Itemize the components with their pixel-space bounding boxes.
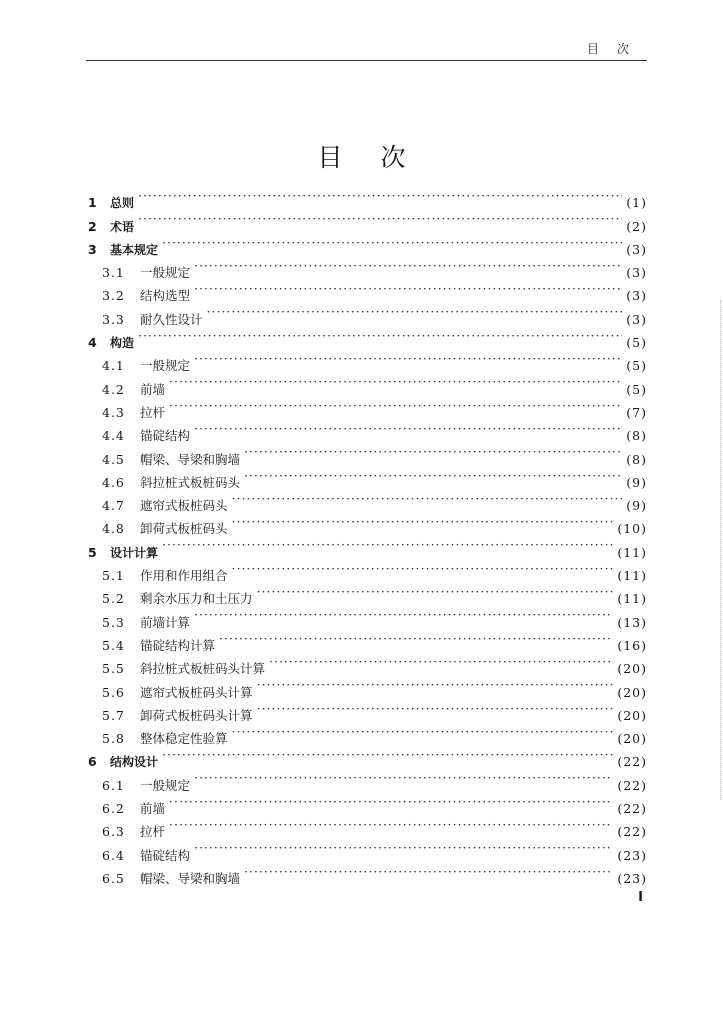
toc-entry-title: 结构设计	[110, 755, 159, 770]
toc-section-entry[interactable]	[88, 813, 647, 840]
toc-entry-number: 3.1	[102, 265, 125, 281]
dot-leader	[219, 627, 613, 650]
dot-leader	[232, 487, 623, 510]
dot-leader	[269, 650, 613, 673]
toc-entry-number: 4.5	[102, 451, 125, 467]
toc-entry-title: 总则	[110, 196, 135, 211]
toc-entry-number: 4.6	[102, 474, 125, 490]
dot-leader	[169, 394, 622, 417]
toc-entry-page: (3)	[626, 241, 647, 257]
toc-entry-page: (20)	[617, 707, 647, 723]
toc-entry-title: 结构选型	[140, 288, 191, 304]
toc-entry-page: (3)	[626, 311, 647, 327]
toc-entry-title: 设计计算	[110, 545, 159, 560]
toc-entry-title: 构造	[110, 336, 135, 351]
toc-entry-title: 锚碇结构	[140, 428, 191, 444]
dot-leader	[138, 207, 622, 230]
header-rule	[86, 60, 647, 61]
dot-leader	[194, 836, 613, 859]
toc-section-entry[interactable]	[88, 836, 647, 863]
toc-entry-title: 一般规定	[140, 358, 191, 374]
toc-entry-page: (5)	[626, 335, 647, 351]
toc-entry-page: (22)	[617, 754, 647, 770]
dot-leader	[232, 510, 614, 533]
toc-entry-title: 整体稳定性验算	[140, 731, 228, 747]
toc-section-entry[interactable]	[88, 254, 647, 281]
toc-entry-title: 前墙计算	[140, 614, 191, 630]
toc-entry-number: 3	[88, 241, 97, 257]
toc-chapter-entry[interactable]	[88, 231, 647, 257]
toc-entry-number: 6.4	[102, 847, 125, 863]
toc-entry-title: 拉杆	[140, 824, 166, 840]
table-of-contents	[88, 184, 647, 886]
toc-entry-number: 6.2	[102, 801, 125, 817]
dot-leader	[244, 860, 613, 883]
toc-entry-number: 5.8	[102, 731, 125, 747]
dot-leader	[169, 813, 613, 836]
toc-entry-page: (22)	[617, 801, 647, 817]
toc-entry-page: (22)	[617, 777, 647, 793]
toc-entry-number: 5.1	[102, 568, 125, 584]
toc-entry-number: 5.6	[102, 684, 125, 700]
toc-entry-page: (9)	[626, 498, 647, 514]
toc-entry-title: 术语	[110, 219, 135, 234]
toc-section-entry[interactable]	[88, 394, 647, 420]
dot-leader	[138, 184, 622, 207]
dot-leader	[194, 254, 622, 277]
toc-entry-title: 剩余水压力和土压力	[140, 591, 253, 607]
toc-entry-title: 作用和作用组合	[140, 568, 228, 584]
toc-entry-number: 6.5	[102, 870, 125, 886]
dot-leader	[169, 370, 622, 393]
toc-entry-page: (2)	[626, 218, 647, 234]
toc-entry-page: (20)	[617, 661, 647, 677]
toc-chapter-entry[interactable]	[88, 743, 647, 770]
toc-entry-page: (11)	[617, 591, 647, 607]
toc-entry-title: 卸荷式板桩码头计算	[140, 707, 253, 723]
toc-entry-number: 4.1	[102, 358, 125, 374]
toc-entry-title: 拉杆	[140, 404, 166, 420]
toc-entry-title: 锚碇结构计算	[140, 637, 216, 653]
dot-leader	[194, 603, 613, 626]
toc-section-entry[interactable]	[88, 557, 647, 584]
toc-entry-page: (8)	[626, 451, 647, 467]
toc-entry-title: 遮帘式板桩码头	[140, 498, 228, 514]
dot-leader	[244, 464, 622, 487]
toc-entry-number: 5.3	[102, 614, 125, 630]
toc-entry-title: 斜拉桩式板桩码头	[140, 474, 241, 490]
toc-entry-number: 4.3	[102, 404, 125, 420]
dot-leader	[169, 790, 613, 813]
dot-leader	[244, 440, 622, 463]
toc-entry-number: 6.3	[102, 824, 125, 840]
dot-leader	[162, 533, 613, 556]
toc-entry-number: 4.7	[102, 498, 125, 514]
toc-entry-page: (22)	[617, 824, 647, 840]
toc-chapter-entry[interactable]	[88, 184, 647, 211]
toc-section-entry[interactable]	[88, 347, 647, 374]
dot-leader	[257, 580, 614, 603]
toc-entry-page: (23)	[617, 870, 647, 886]
toc-entry-page: (16)	[617, 637, 647, 653]
toc-section-entry[interactable]	[88, 417, 647, 444]
toc-entry-page: (11)	[617, 568, 647, 584]
dot-leader	[194, 417, 622, 440]
dot-leader	[232, 557, 614, 580]
toc-entry-number: 4.2	[102, 381, 125, 397]
toc-entry-title: 一般规定	[140, 265, 191, 281]
toc-entry-title: 前墙	[140, 381, 166, 397]
toc-entry-number: 2	[88, 218, 97, 234]
toc-entry-title: 帽梁、导梁和胸墙	[140, 451, 241, 467]
dot-leader	[257, 697, 614, 720]
toc-entry-page: (10)	[617, 521, 647, 537]
toc-entry-page: (7)	[626, 404, 647, 420]
dot-leader	[257, 673, 614, 696]
page-number: I	[638, 890, 643, 905]
toc-entry-page: (3)	[626, 265, 647, 281]
scan-edge	[719, 300, 721, 800]
toc-entry-number: 3.2	[102, 288, 125, 304]
toc-entry-title: 前墙	[140, 801, 166, 817]
dot-leader	[194, 347, 622, 370]
toc-entry-number: 5.5	[102, 661, 125, 677]
toc-section-entry[interactable]	[88, 766, 647, 793]
toc-entry-title: 卸荷式板桩码头	[140, 521, 228, 537]
toc-entry-title: 基本规定	[110, 242, 159, 257]
running-header: 目次	[586, 42, 647, 56]
toc-entry-number: 5	[88, 544, 97, 560]
toc-entry-page: (5)	[626, 381, 647, 397]
toc-entry-page: (8)	[626, 428, 647, 444]
toc-entry-page: (13)	[617, 614, 647, 630]
toc-chapter-entry[interactable]	[88, 533, 647, 560]
toc-entry-page: (5)	[626, 358, 647, 374]
toc-entry-title: 斜拉桩式板桩码头计算	[140, 661, 266, 677]
toc-entry-number: 5.4	[102, 637, 125, 653]
toc-entry-title: 耐久性设计	[140, 311, 203, 327]
toc-chapter-entry[interactable]	[88, 207, 647, 234]
toc-entry-title: 帽梁、导梁和胸墙	[140, 870, 241, 886]
toc-entry-number: 4.8	[102, 521, 125, 537]
dot-leader	[232, 720, 614, 743]
toc-entry-page: (11)	[617, 544, 647, 560]
toc-chapter-entry[interactable]	[88, 324, 647, 351]
toc-entry-page: (20)	[617, 731, 647, 747]
toc-entry-number: 5.2	[102, 591, 125, 607]
dot-leader	[138, 324, 622, 347]
dot-leader	[207, 300, 623, 323]
toc-entry-title: 遮帘式板桩码头计算	[140, 684, 253, 700]
toc-section-entry[interactable]	[88, 370, 647, 397]
toc-entry-number: 4.4	[102, 428, 125, 444]
toc-entry-number: 3.3	[102, 311, 125, 327]
toc-entry-number: 5.7	[102, 707, 125, 723]
toc-entry-title: 一般规定	[140, 777, 191, 793]
dot-leader	[162, 743, 613, 766]
toc-entry-number: 4	[88, 335, 97, 351]
toc-entry-page: (9)	[626, 474, 647, 490]
toc-entry-title: 锚碇结构	[140, 847, 191, 863]
toc-entry-page: (23)	[617, 847, 647, 863]
page-title: 目次	[317, 143, 444, 172]
dot-leader	[194, 277, 622, 300]
toc-entry-number: 6.1	[102, 777, 125, 793]
toc-entry-number: 1	[88, 195, 97, 211]
dot-leader	[162, 231, 622, 254]
toc-entry-page: (3)	[626, 288, 647, 304]
toc-entry-page: (1)	[626, 195, 647, 211]
toc-section-entry[interactable]	[88, 790, 647, 817]
toc-entry-number: 6	[88, 754, 97, 770]
toc-entry-page: (20)	[617, 684, 647, 700]
dot-leader	[194, 766, 613, 789]
